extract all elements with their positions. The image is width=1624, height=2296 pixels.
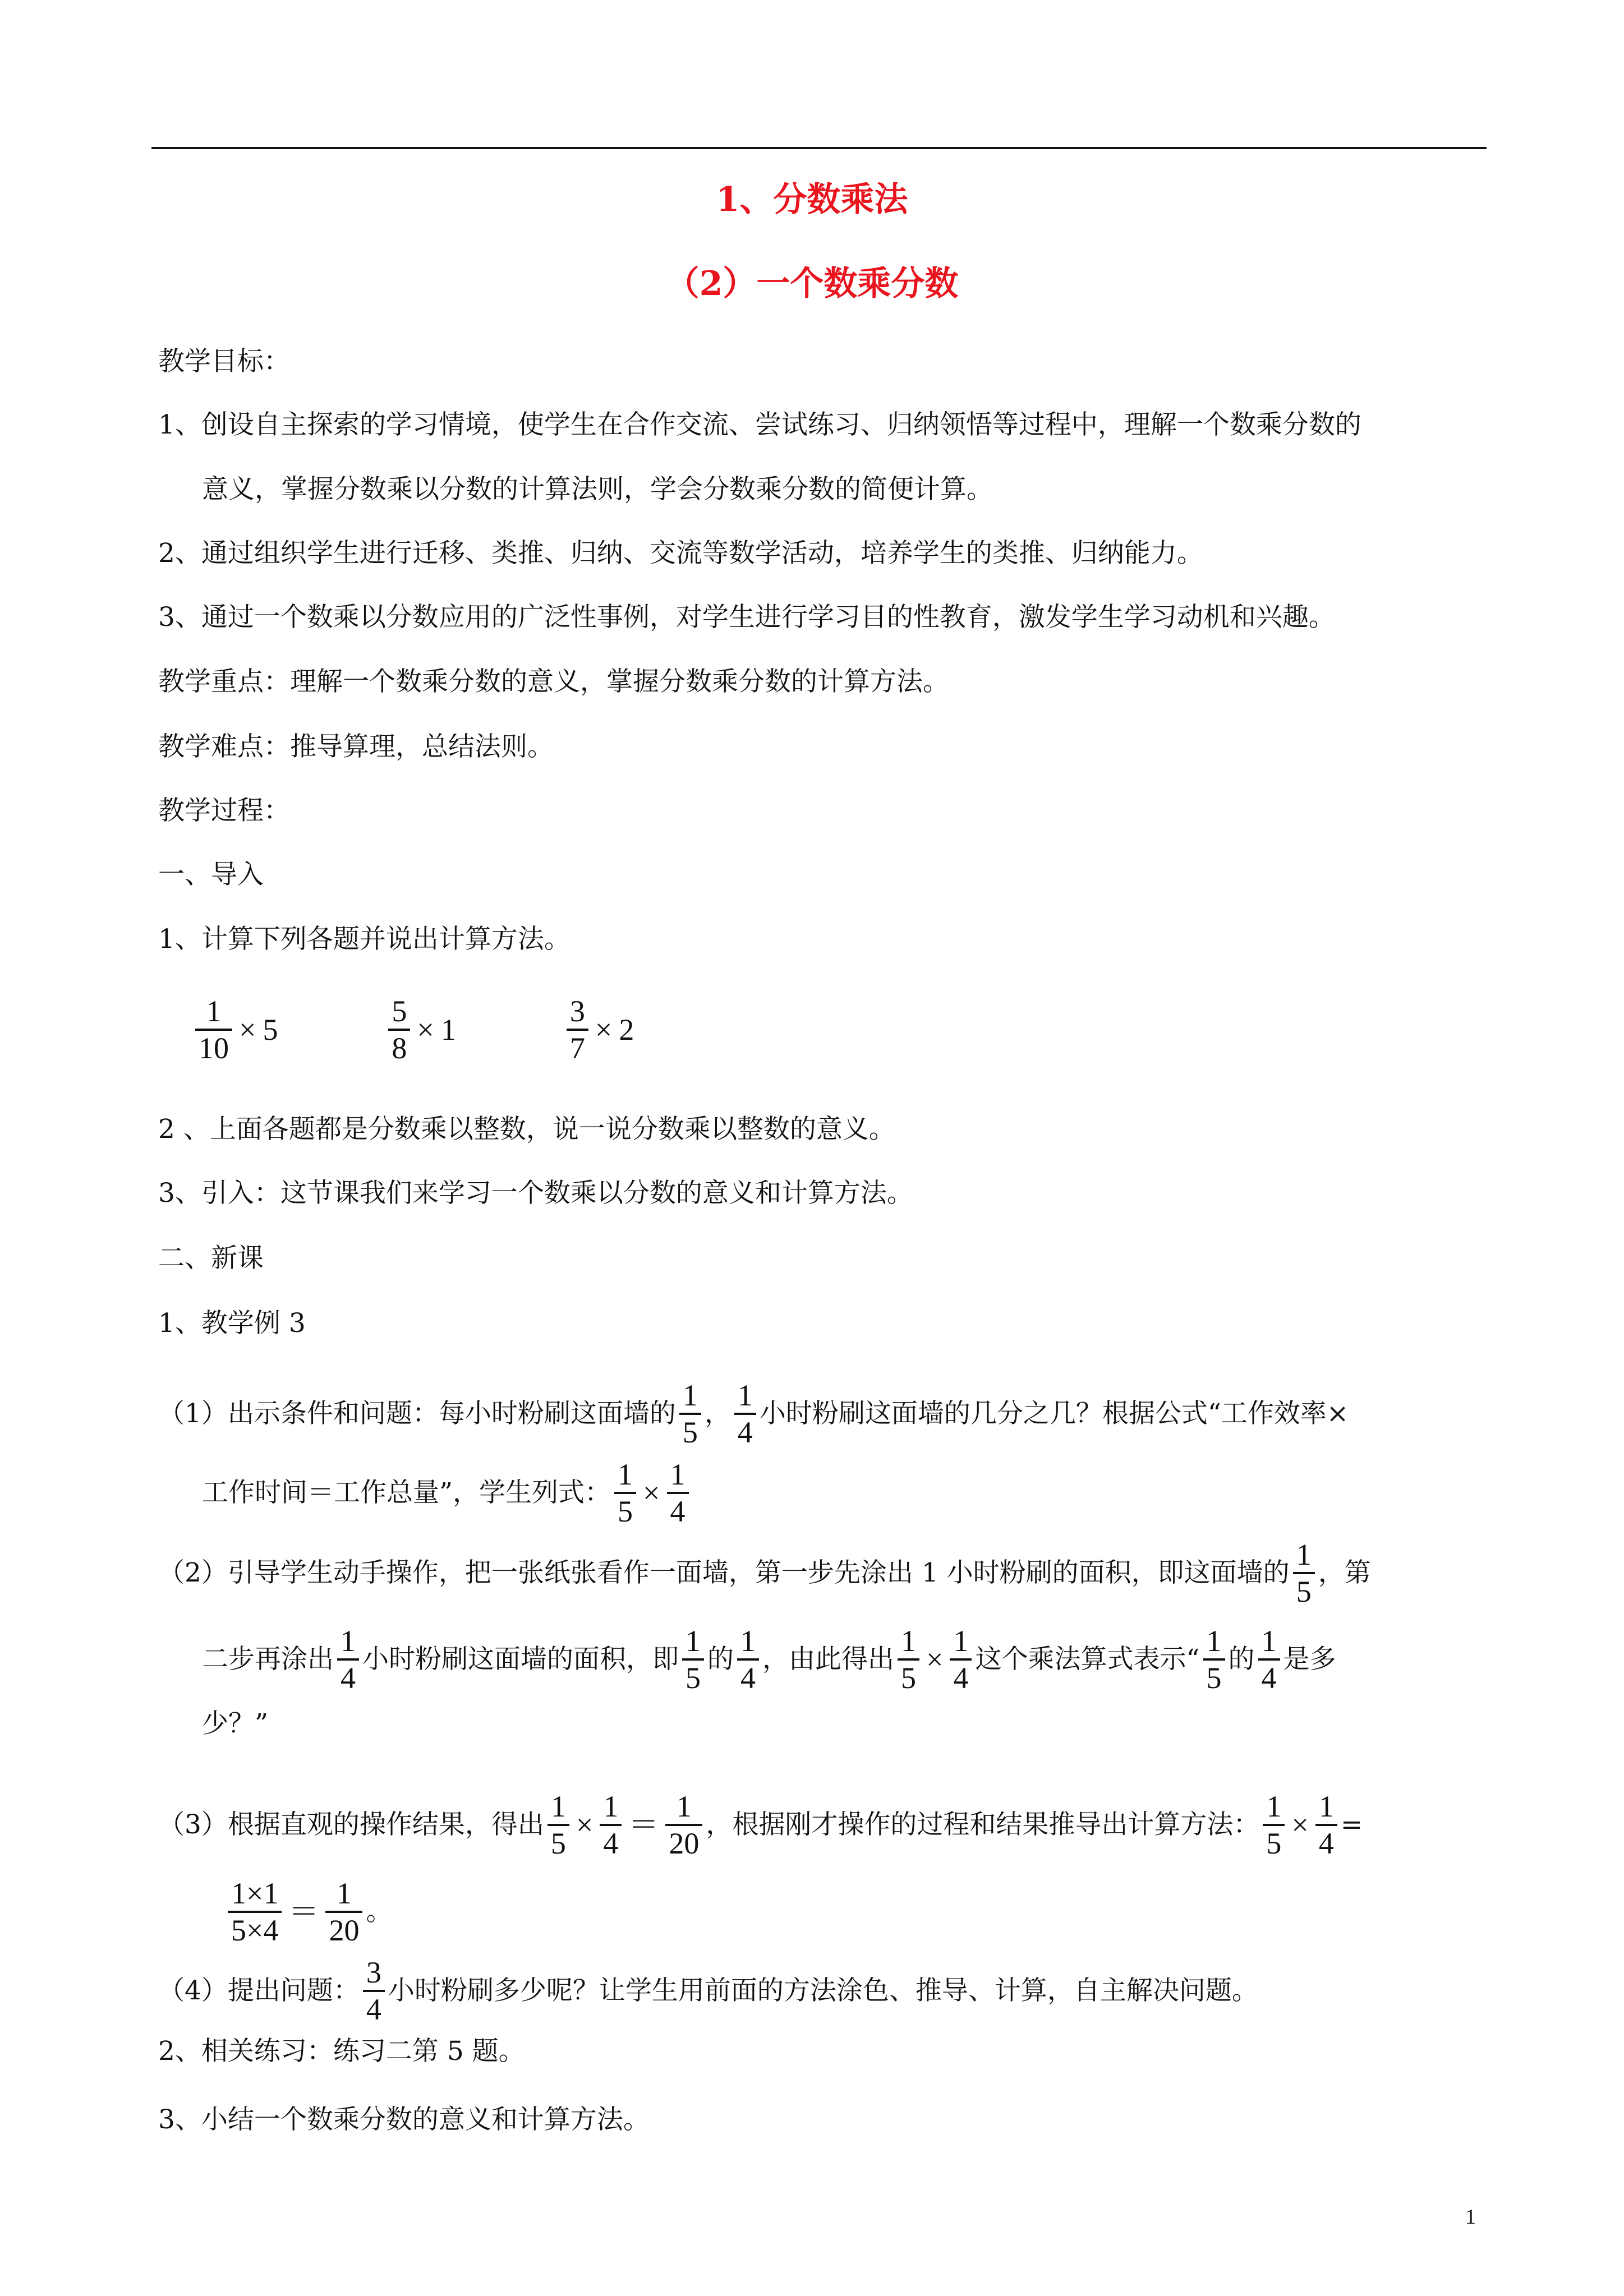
fraction: $\frac{1}{5}$ bbox=[898, 1624, 919, 1695]
exercise-1: $\frac{1}{10}$ × 5 bbox=[192, 994, 281, 1066]
step-3-line-b: $\frac{1\times 1}{5\times 4}$ ＝ $\frac{1}{20}$ 。 bbox=[224, 1876, 392, 1948]
fraction: $\frac{1}{4}$ bbox=[737, 1624, 759, 1695]
exercise-3: $\frac{3}{7}$ × 2 bbox=[563, 994, 637, 1066]
fraction: $\frac{3}{4}$ bbox=[363, 1955, 385, 2027]
fraction: $\frac{1}{5}$ bbox=[682, 1624, 704, 1695]
fraction: $\frac{1}{4}$ bbox=[950, 1624, 972, 1695]
fraction: $\frac{1}{4}$ bbox=[667, 1457, 689, 1529]
fraction: $\frac{1}{20}$ bbox=[665, 1789, 702, 1861]
difficulty: 教学难点：推导算理，总结法则。 bbox=[158, 731, 554, 762]
page-number: 1 bbox=[1465, 2205, 1476, 2229]
intro-heading: 一、导入 bbox=[158, 859, 264, 890]
exercise-2: $\frac{5}{8}$ × 1 bbox=[385, 994, 459, 1066]
step-3-line-a: （3）根据直观的操作结果，得出 $\frac{1}{5}$ × $\frac{1}{4}$ ＝ $\frac{1}{20}$ ，根据刚才操作的过程和结果推导出计算方法： $\frac{1}{5}$ × $\frac{1}{4}$ = bbox=[158, 1790, 1363, 1860]
key-point: 教学重点：理解一个数乘分数的意义，掌握分数乘分数的计算方法。 bbox=[158, 666, 949, 697]
step-4-line: （4）提出问题： $\frac{3}{4}$ 小时粉刷多少呢？让学生用前面的方法涂色、推导、计算，自主解决问题。 bbox=[158, 1956, 1258, 2026]
header-rule bbox=[151, 147, 1487, 149]
step-1-line-b: 工作时间＝工作总量”，学生列式： $\frac{1}{5}$ × $\frac{1}{4}$ bbox=[202, 1457, 692, 1529]
fraction: $\frac{1}{4}$ bbox=[1258, 1624, 1280, 1695]
new-lesson-item-3: 3、小结一个数乘分数的意义和计算方法。 bbox=[158, 2104, 650, 2135]
objective-2: 2、通过组织学生进行迁移、类推、归纳、交流等数学活动，培养学生的类推、归纳能力。 bbox=[158, 538, 1203, 569]
fraction: $\frac{1}{5}$ bbox=[1263, 1789, 1285, 1861]
fraction: $\frac{1}{5}$ bbox=[679, 1378, 701, 1450]
objective-1b: 意义，掌握分数乘以分数的计算法则，学会分数乘分数的简便计算。 bbox=[202, 474, 993, 505]
new-lesson-item-2: 2、相关练习：练习二第 5 题。 bbox=[158, 2036, 525, 2067]
fraction: $\frac{1}{4}$ bbox=[600, 1789, 622, 1861]
fraction: $\frac{1}{4}$ bbox=[337, 1624, 359, 1695]
fraction: $\frac{1}{10}$ bbox=[195, 994, 232, 1066]
fraction: $\frac{1}{4}$ bbox=[734, 1378, 756, 1450]
fraction: $\frac{1}{4}$ bbox=[1315, 1789, 1337, 1861]
exercises-row bbox=[158, 994, 637, 1066]
new-lesson-item-1: 1、教学例 3 bbox=[158, 1308, 306, 1339]
fraction: $\frac{3}{7}$ bbox=[567, 994, 588, 1066]
fraction: $\frac{1}{5}$ bbox=[614, 1457, 636, 1529]
fraction: $\frac{1}{5}$ bbox=[548, 1789, 569, 1861]
fraction: $\frac{5}{8}$ bbox=[388, 994, 410, 1066]
fraction: $\frac{1\times 1}{5\times 4}$ bbox=[228, 1876, 282, 1948]
step-2-line-a: （2）引导学生动手操作，把一张纸张看作一面墙，第一步先涂出 1 小时粉刷的面积，即这面墙的 $\frac{1}{5}$ ，第 bbox=[158, 1538, 1371, 1608]
objective-1a: 1、创设自主探索的学习情境，使学生在合作交流、尝试练习、归纳领悟等过程中，理解一个数乘分数的 bbox=[158, 409, 1361, 440]
objective-3: 3、通过一个数乘以分数应用的广泛性事例，对学生进行学习目的性教育，激发学生学习动机和兴趣。 bbox=[158, 602, 1335, 633]
step-2-line-b: 二步再涂出 $\frac{1}{4}$ 小时粉刷这面墙的面积，即 $\frac{1}{5}$ 的 $\frac{1}{4}$ ，由此得出 $\frac{1}{5}$ × $\frac{1}{4}$ 这个乘法算式表示“ $\frac{1}{5}$ 的 $\frac{1}{4}$ 是多 bbox=[202, 1624, 1336, 1695]
main-title: 1、分数乘法 bbox=[716, 180, 908, 219]
intro-item-3: 3、引入：这节课我们来学习一个数乘以分数的意义和计算方法。 bbox=[158, 1178, 913, 1209]
step-2-line-c: 少？” bbox=[202, 1708, 269, 1739]
process-heading: 教学过程： bbox=[158, 795, 290, 826]
fraction: $\frac{1}{20}$ bbox=[325, 1876, 362, 1948]
intro-item-2: 2 、上面各题都是分数乘以整数，说一说分数乘以整数的意义。 bbox=[158, 1114, 895, 1145]
fraction: $\frac{1}{5}$ bbox=[1203, 1624, 1225, 1695]
intro-item-1: 1、计算下列各题并说出计算方法。 bbox=[158, 924, 571, 955]
new-lesson-heading: 二、新课 bbox=[158, 1243, 264, 1274]
step-1-line-a: （1）出示条件和问题：每小时粉刷这面墙的 $\frac{1}{5}$ ， $\frac{1}{4}$ 小时粉刷这面墙的几分之几？根据公式“工作效率× bbox=[158, 1378, 1349, 1449]
sub-title: （2）一个数乘分数 bbox=[665, 264, 959, 303]
objectives-heading: 教学目标： bbox=[158, 346, 290, 377]
fraction: $\frac{1}{5}$ bbox=[1293, 1537, 1315, 1609]
